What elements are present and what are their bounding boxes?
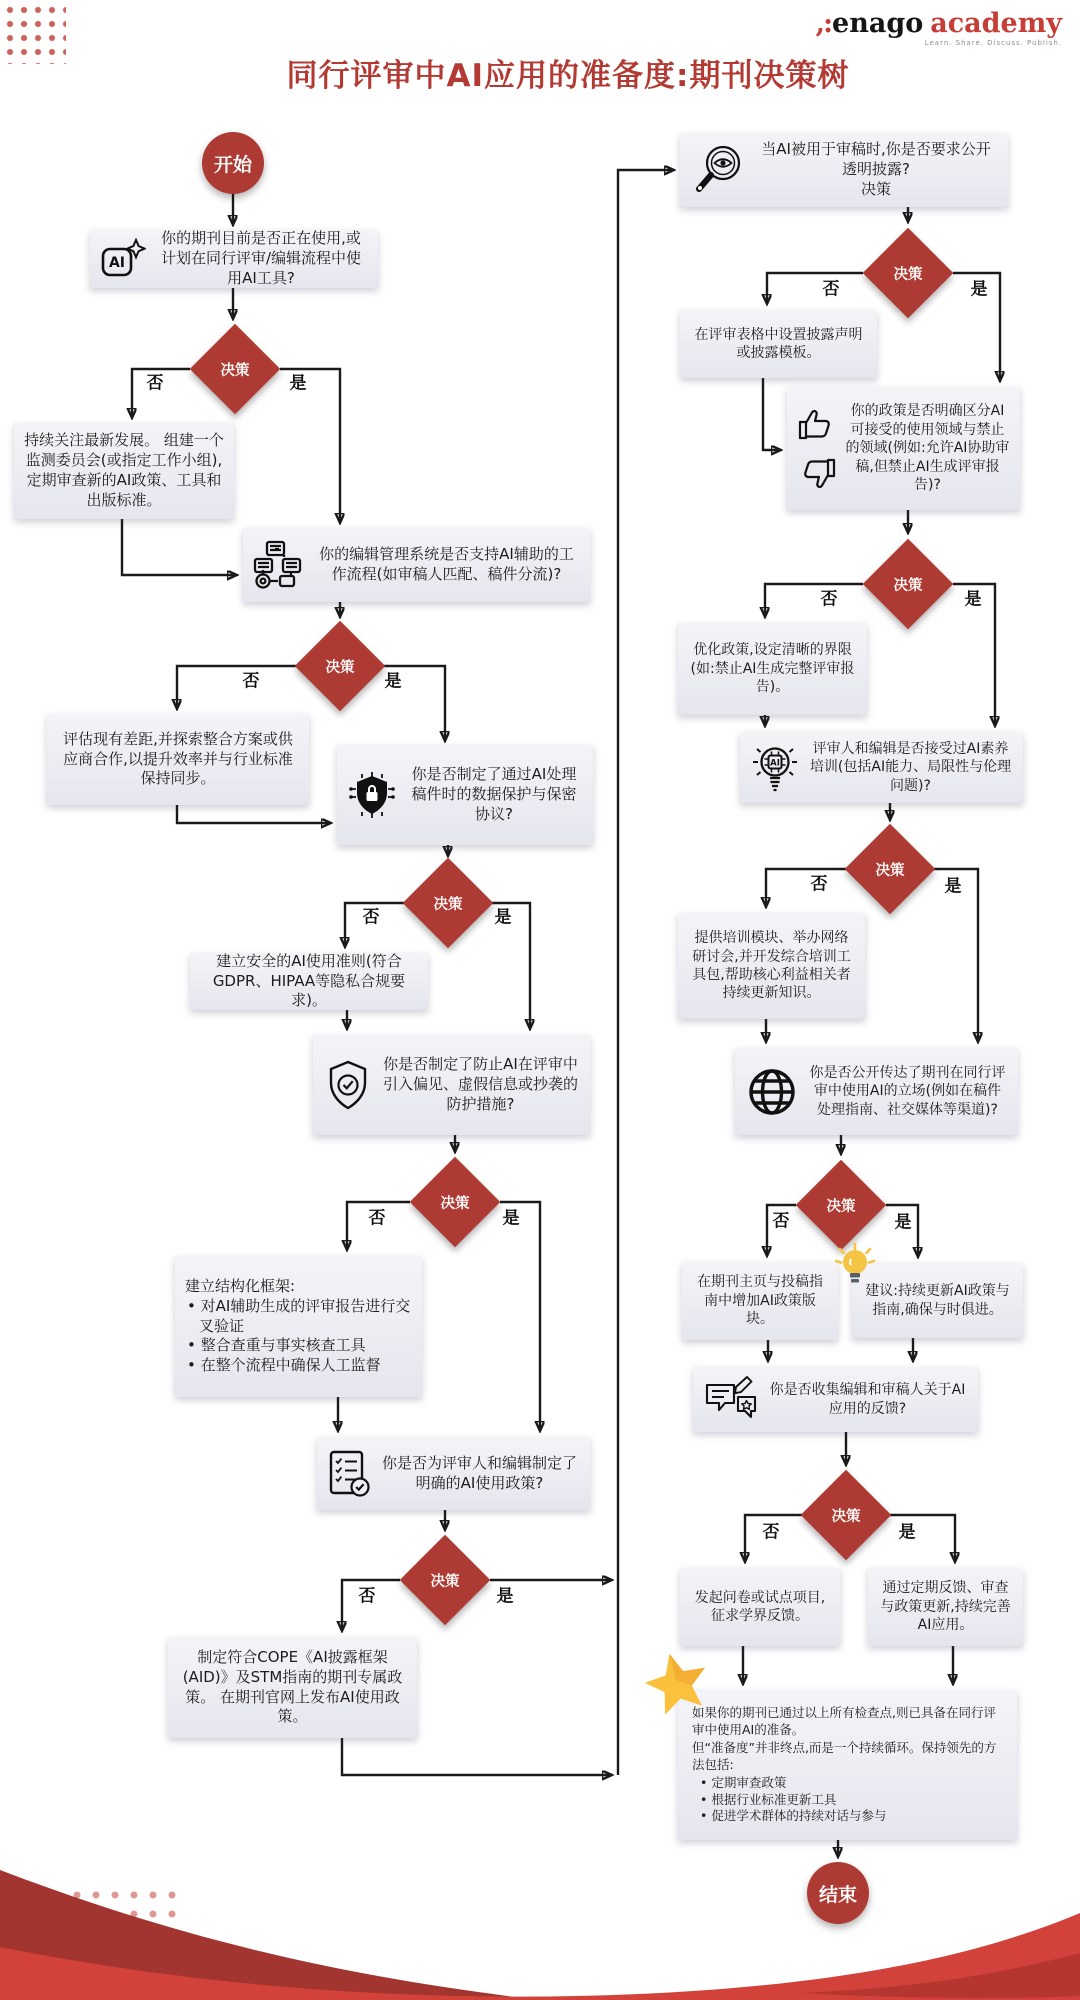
decision-label: 决策 [826, 1198, 856, 1215]
start-node: 开始 [202, 132, 264, 194]
decision-label: 决策 [220, 362, 250, 379]
decision-label: 决策 [440, 1195, 470, 1212]
no7-text: 优化政策,设定清晰的界限(如:禁止AI生成完整评审报告)。 [690, 642, 855, 696]
branch-yes-label: 是 [944, 876, 962, 897]
end-node: 结束 [807, 1862, 869, 1924]
decision-label: 决策 [893, 577, 923, 594]
magnifier-eye-icon [690, 143, 746, 197]
q6-subtext: 决策 [860, 179, 891, 198]
decision-3 [403, 858, 493, 948]
q7-use-boundaries-box [787, 387, 1020, 510]
branch-no-label: 否 [822, 279, 840, 300]
yes10-continuous-improvement-box [868, 1568, 1023, 1646]
no1-text: 持续关注最新发展。 组建一个监测委员会(或指定工作小组),定期审查新的AI政策、工具和出版标准。 [24, 431, 224, 509]
branch-yes-label: 是 [964, 589, 982, 610]
branch-no-label: 否 [358, 1586, 376, 1607]
q1-text: 你的期刊目前是否正在使用,或计划在同行评审/编辑流程中使用AI工具? [160, 229, 362, 287]
final-bullet-2: • 根据行业标准更新工具 [692, 1792, 1003, 1809]
svg-text:AI: AI [770, 758, 780, 768]
decision-label: 决策 [893, 266, 923, 283]
footer-wave-decoration [0, 1855, 1080, 2000]
q3-text: 你是否制定了通过AI处理稿件时的数据保护与保密协议? [411, 765, 577, 823]
no4-bullet-1: • 对AI辅助生成的评审报告进行交叉验证 [185, 1297, 412, 1337]
logo-name: enago [832, 8, 924, 39]
checklist-icon [327, 1449, 371, 1499]
q9-public-stance-box [735, 1048, 1018, 1135]
q7-text: 你的政策是否明确区分AI可接受的使用领域与禁止的领域(例如:允许AI协助审稿,但禁止AI生成评审报告)? [845, 403, 1010, 494]
no2-text: 评估现有差距,并探索整合方案或供应商合作,以提升效率并与行业标准保持同步。 [63, 729, 293, 788]
no8-text: 提供培训模块、举办网络研讨会,并开发综合培训工具包,帮助核心利益相关者持续更新知识。 [692, 930, 851, 1002]
decision-9 [796, 1160, 886, 1250]
q9-text: 你是否公开传达了期刊在同行评审中使用AI的立场(例如在稿件处理指南、社交媒体等渠道)? [809, 1064, 1006, 1118]
no6-disclosure-template-box [680, 310, 877, 378]
branch-yes-label: 是 [496, 1586, 514, 1607]
q10-feedback-box [693, 1367, 978, 1432]
no8-training-box [678, 913, 865, 1019]
no1-monitor-box [14, 423, 234, 519]
no4-bullet-2: • 整合查重与事实核查工具 [185, 1336, 412, 1356]
branch-no-label: 否 [368, 1208, 386, 1229]
no3-text: 建立安全的AI使用准则(符合GDPR、HIPAA等隐私合规要求)。 [212, 951, 406, 1010]
q1-ai-tools-box [90, 230, 378, 288]
q2-text: 你的编辑管理系统是否支持AI辅助的工作流程(如审稿人匹配、稿件分流)? [319, 545, 574, 583]
q4-bias-safeguards-box [313, 1035, 590, 1135]
shield-lock-icon [347, 770, 397, 820]
no10-text: 发起问卷或试点项目,征求学界反馈。 [694, 1589, 826, 1624]
q6-disclosure-box [680, 133, 1008, 207]
ai-badge-icon [100, 238, 146, 280]
workflow-icon [253, 540, 305, 590]
final-summary-box [678, 1690, 1017, 1840]
branch-no-label: 否 [362, 907, 380, 928]
logo-tagline: Learn. Share. Discuss. Publish. [924, 39, 1062, 47]
branch-yes-label: 是 [494, 907, 512, 928]
decision-label: 决策 [325, 659, 355, 676]
decision-10 [801, 1470, 891, 1560]
branch-no-label: 否 [820, 589, 838, 610]
branch-yes-label: 是 [384, 671, 402, 692]
final-paragraph-1: 如果你的期刊已通过以上所有检查点,则已具备在同行评审中使用AI的准备。 [692, 1705, 996, 1737]
branch-no-label: 否 [762, 1522, 780, 1543]
q5-ai-policy-box [317, 1437, 590, 1510]
no4-title: 建立结构化框架: [185, 1277, 296, 1295]
branch-yes-label: 是 [289, 373, 307, 394]
decision-label: 决策 [831, 1508, 861, 1525]
globe-icon [745, 1065, 799, 1119]
yes9-text: 建议:持续更新AI政策与指南,确保与时俱进。 [865, 1283, 1010, 1318]
decision-6 [863, 228, 953, 318]
branch-no-label: 否 [810, 874, 828, 895]
decision-8 [845, 824, 935, 914]
q4-text: 你是否制定了防止AI在评审中引入偏见、虚假信息或抄袭的防护措施? [382, 1055, 578, 1113]
thumbs-up-down-icon [797, 406, 837, 492]
final-text [692, 1705, 1003, 1825]
yes10-text: 通过定期反馈、审查与政策更新,持续完善AI应用。 [880, 1580, 1011, 1634]
decision-1 [190, 324, 280, 414]
final-bullet-3: • 促进学术群体的持续对话与参与 [692, 1808, 1003, 1825]
svg-text:AI: AI [108, 255, 126, 271]
page-title: 同行评审中AI应用的准备度:期刊决策树 [286, 58, 850, 94]
branch-yes-label: 是 [502, 1208, 520, 1229]
decision-label: 决策 [875, 862, 905, 879]
q6-text [754, 140, 998, 199]
decision-2 [295, 621, 385, 711]
no9-text: 在期刊主页与投稿指南中增加AI政策版块。 [697, 1274, 823, 1328]
brand-logo [816, 10, 1062, 47]
no4-text [185, 1277, 412, 1376]
branch-no-label: 否 [242, 671, 260, 692]
no5-text: 制定符合COPE《AI披露框架(AID)》及STM指南的期刊专属政策。 在期刊官网上发布AI使用政策。 [182, 1647, 403, 1726]
branch-yes-label: 是 [894, 1212, 912, 1233]
no9-policy-section-box [682, 1262, 838, 1340]
no7-refine-policy-box [678, 623, 867, 715]
q5-text: 你是否为评审人和编辑制定了明确的AI使用政策? [381, 1453, 577, 1492]
final-bullet-1: • 定期审查政策 [692, 1775, 1003, 1792]
q10-text: 你是否收集编辑和审稿人关于AI应用的反馈? [769, 1382, 966, 1417]
decision-5 [400, 1535, 490, 1625]
no10-pilot-survey-box [680, 1568, 840, 1646]
logo-mark-icon: ,: [815, 8, 832, 39]
decision-4 [410, 1157, 500, 1247]
decision-7 [863, 539, 953, 629]
shield-check-icon [323, 1059, 373, 1111]
no4-framework-box [175, 1256, 422, 1397]
q8-text: 评审人和编辑是否接受过AI素养培训(包括AI能力、局限性与伦理问题)? [809, 740, 1012, 794]
q3-data-protection-box [337, 745, 593, 845]
q6-question: 当AI被用于审稿时,你是否要求公开透明披露? [761, 140, 991, 179]
logo-suffix: academy [930, 8, 1062, 39]
no3-safe-guidelines-box [190, 953, 428, 1010]
lightbulb-icon [832, 1242, 878, 1294]
branch-yes-label: 是 [970, 279, 988, 300]
q8-ai-literacy-box [740, 732, 1023, 803]
branch-no-label: 否 [772, 1211, 790, 1232]
no5-cope-policy-box [168, 1637, 417, 1738]
no2-gap-assessment-box [47, 714, 309, 805]
no4-bullet-3: • 在整个流程中确保人工监督 [185, 1356, 412, 1376]
branch-yes-label: 是 [898, 1522, 916, 1543]
no6-text: 在评审表格中设置披露声明或披露模板。 [694, 326, 863, 361]
branch-no-label: 否 [146, 373, 164, 394]
q2-editorial-system-box [243, 528, 590, 602]
decision-label: 决策 [433, 896, 463, 913]
ai-bulb-icon [750, 742, 800, 794]
final-paragraph-2: 但“准备度”并非终点,而是一个持续循环。保持领先的方法包括: [692, 1740, 997, 1772]
decision-label: 决策 [430, 1573, 460, 1590]
feedback-icon [703, 1375, 759, 1425]
